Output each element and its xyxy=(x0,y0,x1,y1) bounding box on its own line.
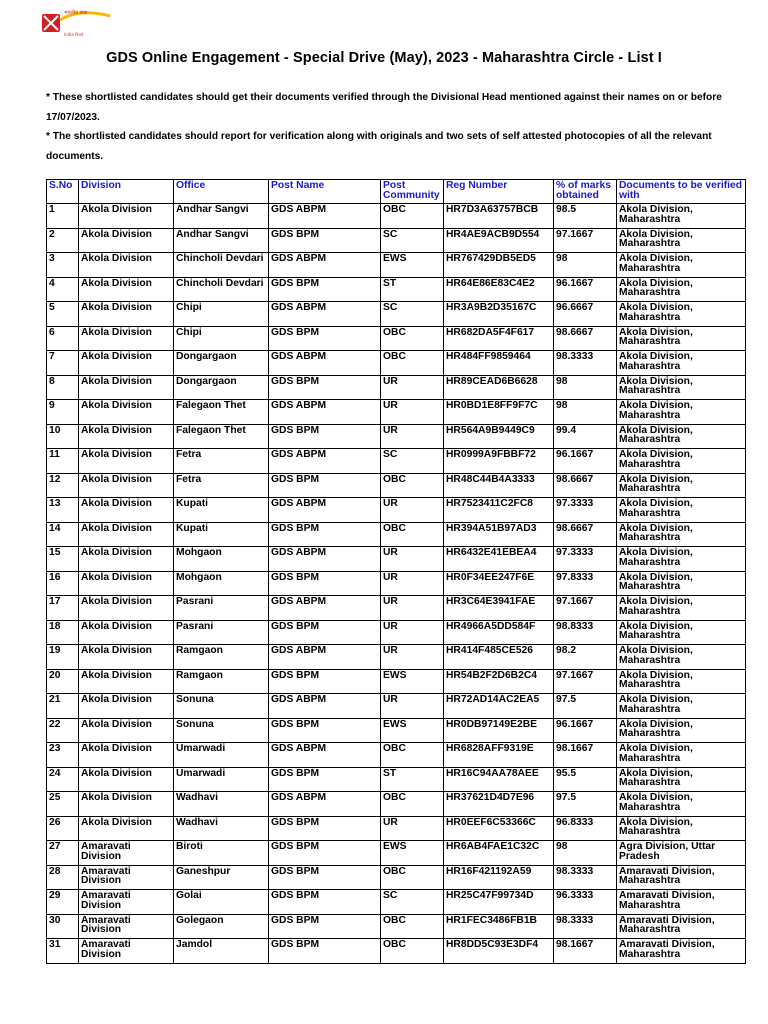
cell-post-community: EWS xyxy=(381,253,444,278)
cell-reg-number: HR54B2F2D6B2C4 xyxy=(444,669,554,694)
cell-reg-number: HR1FEC3486FB1B xyxy=(444,914,554,939)
cell-post-name: GDS BPM xyxy=(269,522,381,547)
cell-documents: Akola Division, Maharashtra xyxy=(617,522,746,547)
cell-division: Akola Division xyxy=(79,375,174,400)
cell-documents: Amaravati Division, Maharashtra xyxy=(617,865,746,890)
cell-sno: 12 xyxy=(47,473,79,498)
cell-division: Akola Division xyxy=(79,571,174,596)
cell-reg-number: HR484FF9859464 xyxy=(444,351,554,376)
cell-sno: 10 xyxy=(47,424,79,449)
cell-office: Golai xyxy=(174,890,269,915)
cell-documents: Akola Division, Maharashtra xyxy=(617,375,746,400)
table-row xyxy=(47,792,746,817)
cell-post-community: OBC xyxy=(381,792,444,817)
table-row xyxy=(47,694,746,719)
cell-marks: 97.8333 xyxy=(554,571,617,596)
cell-documents: Akola Division, Maharashtra xyxy=(617,718,746,743)
cell-post-community: UR xyxy=(381,375,444,400)
cell-marks: 96.3333 xyxy=(554,890,617,915)
cell-office: Dongargaon xyxy=(174,351,269,376)
cell-post-name: GDS BPM xyxy=(269,718,381,743)
cell-sno: 23 xyxy=(47,743,79,768)
cell-post-community: UR xyxy=(381,645,444,670)
cell-reg-number: HR6432E41EBEA4 xyxy=(444,547,554,572)
cell-documents: Akola Division, Maharashtra xyxy=(617,596,746,621)
cell-post-name: GDS ABPM xyxy=(269,351,381,376)
cell-post-community: ST xyxy=(381,767,444,792)
cell-post-name: GDS ABPM xyxy=(269,694,381,719)
header-reg-number: Reg Number xyxy=(444,180,554,204)
header-documents: Documents to be verified with xyxy=(617,180,746,204)
cell-sno: 4 xyxy=(47,277,79,302)
cell-sno: 13 xyxy=(47,498,79,523)
cell-office: Chincholi Devdari xyxy=(174,253,269,278)
cell-post-community: OBC xyxy=(381,351,444,376)
cell-post-name: GDS BPM xyxy=(269,375,381,400)
cell-marks: 97.1667 xyxy=(554,669,617,694)
cell-division: Akola Division xyxy=(79,694,174,719)
cell-division: Akola Division xyxy=(79,424,174,449)
cell-sno: 30 xyxy=(47,914,79,939)
cell-marks: 98.1667 xyxy=(554,939,617,964)
cell-marks: 98.6667 xyxy=(554,473,617,498)
cell-reg-number: HR6828AFF9319E xyxy=(444,743,554,768)
table-row xyxy=(47,939,746,964)
cell-post-community: OBC xyxy=(381,473,444,498)
cell-division: Amaravati Division xyxy=(79,890,174,915)
cell-post-community: UR xyxy=(381,694,444,719)
cell-reg-number: HR72AD14AC2EA5 xyxy=(444,694,554,719)
cell-division: Akola Division xyxy=(79,547,174,572)
cell-office: Fetra xyxy=(174,449,269,474)
cell-office: Falegaon Thet xyxy=(174,424,269,449)
cell-sno: 27 xyxy=(47,841,79,866)
header-post-community: Post Community xyxy=(381,180,444,204)
cell-sno: 25 xyxy=(47,792,79,817)
cell-post-name: GDS ABPM xyxy=(269,596,381,621)
cell-marks: 98 xyxy=(554,841,617,866)
cell-post-community: SC xyxy=(381,302,444,327)
cell-division: Akola Division xyxy=(79,522,174,547)
cell-documents: Akola Division, Maharashtra xyxy=(617,669,746,694)
cell-division: Akola Division xyxy=(79,792,174,817)
cell-post-community: UR xyxy=(381,596,444,621)
cell-marks: 98.3333 xyxy=(554,865,617,890)
cell-post-name: GDS ABPM xyxy=(269,547,381,572)
cell-marks: 97.5 xyxy=(554,694,617,719)
table-row xyxy=(47,669,746,694)
cell-office: Dongargaon xyxy=(174,375,269,400)
cell-reg-number: HR16F421192A59 xyxy=(444,865,554,890)
cell-sno: 31 xyxy=(47,939,79,964)
cell-division: Akola Division xyxy=(79,669,174,694)
cell-post-community: UR xyxy=(381,620,444,645)
cell-office: Chincholi Devdari xyxy=(174,277,269,302)
table-row xyxy=(47,645,746,670)
cell-sno: 7 xyxy=(47,351,79,376)
cell-marks: 98 xyxy=(554,253,617,278)
cell-post-community: SC xyxy=(381,890,444,915)
cell-reg-number: HR0BD1E8FF9F7C xyxy=(444,400,554,425)
table-row xyxy=(47,841,746,866)
cell-marks: 96.1667 xyxy=(554,449,617,474)
cell-office: Umarwadi xyxy=(174,767,269,792)
cell-post-name: GDS ABPM xyxy=(269,400,381,425)
cell-office: Biroti xyxy=(174,841,269,866)
cell-division: Akola Division xyxy=(79,326,174,351)
cell-post-community: OBC xyxy=(381,204,444,229)
cell-post-community: EWS xyxy=(381,669,444,694)
cell-division: Akola Division xyxy=(79,302,174,327)
cell-division: Akola Division xyxy=(79,351,174,376)
cell-division: Akola Division xyxy=(79,473,174,498)
cell-division: Amaravati Division xyxy=(79,939,174,964)
cell-reg-number: HR3C64E3941FAE xyxy=(444,596,554,621)
cell-post-name: GDS ABPM xyxy=(269,498,381,523)
cell-marks: 97.3333 xyxy=(554,547,617,572)
cell-sno: 15 xyxy=(47,547,79,572)
cell-post-name: GDS BPM xyxy=(269,914,381,939)
cell-documents: Akola Division, Maharashtra xyxy=(617,473,746,498)
cell-post-community: EWS xyxy=(381,841,444,866)
cell-sno: 28 xyxy=(47,865,79,890)
cell-post-community: ST xyxy=(381,277,444,302)
cell-office: Chipi xyxy=(174,302,269,327)
table-row xyxy=(47,277,746,302)
table-row xyxy=(47,620,746,645)
cell-office: Umarwadi xyxy=(174,743,269,768)
cell-documents: Akola Division, Maharashtra xyxy=(617,620,746,645)
cell-post-name: GDS ABPM xyxy=(269,253,381,278)
cell-marks: 96.8333 xyxy=(554,816,617,841)
cell-post-community: UR xyxy=(381,571,444,596)
table-row xyxy=(47,473,746,498)
cell-division: Akola Division xyxy=(79,449,174,474)
cell-post-name: GDS BPM xyxy=(269,939,381,964)
cell-reg-number: HR48C44B4A3333 xyxy=(444,473,554,498)
cell-post-name: GDS BPM xyxy=(269,473,381,498)
cell-marks: 96.6667 xyxy=(554,302,617,327)
cell-marks: 98.2 xyxy=(554,645,617,670)
cell-reg-number: HR0999A9FBBF72 xyxy=(444,449,554,474)
table-row xyxy=(47,326,746,351)
cell-division: Akola Division xyxy=(79,253,174,278)
cell-reg-number: HR8DD5C93E3DF4 xyxy=(444,939,554,964)
cell-office: Fetra xyxy=(174,473,269,498)
cell-post-name: GDS BPM xyxy=(269,767,381,792)
table-row xyxy=(47,228,746,253)
note-verification-deadline: * These shortlisted candidates should get their documents verified through the Divisional Head mentioned against their names on or before 17/07/2023. xyxy=(46,92,722,123)
table-row xyxy=(47,767,746,792)
cell-division: Akola Division xyxy=(79,620,174,645)
cell-division: Amaravati Division xyxy=(79,914,174,939)
cell-marks: 97.3333 xyxy=(554,498,617,523)
header-post-name: Post Name xyxy=(269,180,381,204)
cell-marks: 98.6667 xyxy=(554,326,617,351)
cell-marks: 98 xyxy=(554,400,617,425)
cell-post-name: GDS BPM xyxy=(269,669,381,694)
table-row xyxy=(47,743,746,768)
table-row xyxy=(47,816,746,841)
cell-documents: Amaravati Division, Maharashtra xyxy=(617,890,746,915)
cell-sno: 17 xyxy=(47,596,79,621)
cell-division: Akola Division xyxy=(79,228,174,253)
cell-office: Andhar Sangvi xyxy=(174,204,269,229)
cell-documents: Akola Division, Maharashtra xyxy=(617,204,746,229)
page-title: GDS Online Engagement - Special Drive (May), 2023 - Maharashtra Circle - List I xyxy=(106,50,662,66)
cell-documents: Akola Division, Maharashtra xyxy=(617,253,746,278)
logo-subtext: India Post xyxy=(64,32,84,37)
table-row xyxy=(47,865,746,890)
table-row xyxy=(47,547,746,572)
table-row xyxy=(47,522,746,547)
table-row xyxy=(47,571,746,596)
cell-post-name: GDS ABPM xyxy=(269,449,381,474)
cell-post-community: SC xyxy=(381,228,444,253)
cell-division: Akola Division xyxy=(79,816,174,841)
cell-marks: 98.5 xyxy=(554,204,617,229)
cell-office: Falegaon Thet xyxy=(174,400,269,425)
cell-post-name: GDS BPM xyxy=(269,277,381,302)
cell-reg-number: HR0DB97149E2BE xyxy=(444,718,554,743)
cell-post-community: OBC xyxy=(381,743,444,768)
cell-post-name: GDS BPM xyxy=(269,865,381,890)
table-row xyxy=(47,596,746,621)
cell-division: Amaravati Division xyxy=(79,865,174,890)
header-marks: % of marks obtained xyxy=(554,180,617,204)
cell-post-community: UR xyxy=(381,547,444,572)
cell-sno: 6 xyxy=(47,326,79,351)
cell-documents: Agra Division, Uttar Pradesh xyxy=(617,841,746,866)
cell-sno: 5 xyxy=(47,302,79,327)
cell-post-name: GDS BPM xyxy=(269,890,381,915)
cell-post-name: GDS BPM xyxy=(269,816,381,841)
cell-office: Ramgaon xyxy=(174,669,269,694)
cell-post-name: GDS BPM xyxy=(269,620,381,645)
cell-office: Mohgaon xyxy=(174,547,269,572)
cell-sno: 21 xyxy=(47,694,79,719)
cell-documents: Akola Division, Maharashtra xyxy=(617,645,746,670)
cell-post-community: OBC xyxy=(381,326,444,351)
cell-documents: Akola Division, Maharashtra xyxy=(617,277,746,302)
cell-sno: 2 xyxy=(47,228,79,253)
cell-division: Akola Division xyxy=(79,718,174,743)
cell-reg-number: HR16C94AA78AEE xyxy=(444,767,554,792)
cell-documents: Akola Division, Maharashtra xyxy=(617,547,746,572)
cell-office: Ramgaon xyxy=(174,645,269,670)
cell-post-name: GDS ABPM xyxy=(269,204,381,229)
cell-documents: Akola Division, Maharashtra xyxy=(617,694,746,719)
cell-marks: 96.1667 xyxy=(554,277,617,302)
cell-post-name: GDS BPM xyxy=(269,424,381,449)
cell-documents: Amaravati Division, Maharashtra xyxy=(617,939,746,964)
cell-sno: 24 xyxy=(47,767,79,792)
cell-office: Wadhavi xyxy=(174,816,269,841)
cell-marks: 98.1667 xyxy=(554,743,617,768)
cell-post-community: EWS xyxy=(381,718,444,743)
cell-post-name: GDS BPM xyxy=(269,228,381,253)
cell-marks: 97.5 xyxy=(554,792,617,817)
cell-post-community: UR xyxy=(381,816,444,841)
cell-sno: 16 xyxy=(47,571,79,596)
cell-reg-number: HR394A51B97AD3 xyxy=(444,522,554,547)
cell-office: Kupati xyxy=(174,498,269,523)
cell-sno: 14 xyxy=(47,522,79,547)
cell-marks: 95.5 xyxy=(554,767,617,792)
cell-post-name: GDS ABPM xyxy=(269,645,381,670)
cell-documents: Akola Division, Maharashtra xyxy=(617,351,746,376)
cell-office: Kupati xyxy=(174,522,269,547)
cell-documents: Akola Division, Maharashtra xyxy=(617,767,746,792)
cell-marks: 98.3333 xyxy=(554,914,617,939)
cell-division: Akola Division xyxy=(79,645,174,670)
cell-reg-number: HR37621D4D7E96 xyxy=(444,792,554,817)
cell-marks: 96.1667 xyxy=(554,718,617,743)
cell-post-community: UR xyxy=(381,498,444,523)
cell-documents: Akola Division, Maharashtra xyxy=(617,400,746,425)
cell-division: Akola Division xyxy=(79,277,174,302)
cell-marks: 98 xyxy=(554,375,617,400)
table-row xyxy=(47,424,746,449)
table-row xyxy=(47,890,746,915)
cell-office: Wadhavi xyxy=(174,792,269,817)
note-documents-required: * The shortlisted candidates should report for verification along with originals and two sets of self attested photocopies of all the relevant documents. xyxy=(46,131,712,162)
cell-sno: 11 xyxy=(47,449,79,474)
cell-documents: Akola Division, Maharashtra xyxy=(617,326,746,351)
cell-office: Jamdol xyxy=(174,939,269,964)
cell-sno: 3 xyxy=(47,253,79,278)
cell-post-name: GDS BPM xyxy=(269,841,381,866)
cell-sno: 9 xyxy=(47,400,79,425)
cell-division: Akola Division xyxy=(79,767,174,792)
cell-post-community: OBC xyxy=(381,522,444,547)
cell-documents: Amaravati Division, Maharashtra xyxy=(617,914,746,939)
cell-division: Akola Division xyxy=(79,204,174,229)
cell-documents: Akola Division, Maharashtra xyxy=(617,816,746,841)
cell-reg-number: HR767429DB5ED5 xyxy=(444,253,554,278)
cell-documents: Akola Division, Maharashtra xyxy=(617,498,746,523)
cell-reg-number: HR0EEF6C53366C xyxy=(444,816,554,841)
cell-office: Mohgaon xyxy=(174,571,269,596)
cell-sno: 22 xyxy=(47,718,79,743)
logo-text: भारतीय डाक xyxy=(64,10,88,16)
cell-office: Andhar Sangvi xyxy=(174,228,269,253)
cell-division: Akola Division xyxy=(79,596,174,621)
cell-division: Akola Division xyxy=(79,743,174,768)
cell-office: Ganeshpur xyxy=(174,865,269,890)
cell-reg-number: HR6AB4FAE1C32C xyxy=(444,841,554,866)
cell-office: Chipi xyxy=(174,326,269,351)
cell-marks: 97.1667 xyxy=(554,596,617,621)
cell-sno: 19 xyxy=(47,645,79,670)
table-row xyxy=(47,375,746,400)
cell-marks: 98.8333 xyxy=(554,620,617,645)
cell-reg-number: HR414F485CE526 xyxy=(444,645,554,670)
table-row xyxy=(47,498,746,523)
cell-office: Sonuna xyxy=(174,718,269,743)
table-row xyxy=(47,253,746,278)
cell-office: Golegaon xyxy=(174,914,269,939)
cell-sno: 8 xyxy=(47,375,79,400)
cell-reg-number: HR64E86E83C4E2 xyxy=(444,277,554,302)
cell-reg-number: HR7523411C2FC8 xyxy=(444,498,554,523)
cell-marks: 98.3333 xyxy=(554,351,617,376)
cell-post-name: GDS ABPM xyxy=(269,792,381,817)
header-sno: S.No xyxy=(47,180,79,204)
cell-sno: 29 xyxy=(47,890,79,915)
table-row xyxy=(47,204,746,229)
table-row xyxy=(47,914,746,939)
cell-reg-number: HR682DA5F4F617 xyxy=(444,326,554,351)
table-row xyxy=(47,400,746,425)
table-row xyxy=(47,302,746,327)
cell-division: Akola Division xyxy=(79,400,174,425)
cell-documents: Akola Division, Maharashtra xyxy=(617,792,746,817)
cell-marks: 99.4 xyxy=(554,424,617,449)
cell-sno: 18 xyxy=(47,620,79,645)
header-division: Division xyxy=(79,180,174,204)
cell-reg-number: HR4AE9ACB9D554 xyxy=(444,228,554,253)
cell-post-community: UR xyxy=(381,400,444,425)
cell-documents: Akola Division, Maharashtra xyxy=(617,743,746,768)
cell-post-name: GDS BPM xyxy=(269,571,381,596)
cell-sno: 20 xyxy=(47,669,79,694)
cell-reg-number: HR4966A5DD584F xyxy=(444,620,554,645)
table-row xyxy=(47,718,746,743)
cell-post-community: OBC xyxy=(381,865,444,890)
cell-documents: Akola Division, Maharashtra xyxy=(617,228,746,253)
cell-post-community: SC xyxy=(381,449,444,474)
cell-office: Sonuna xyxy=(174,694,269,719)
cell-division: Akola Division xyxy=(79,498,174,523)
table-row xyxy=(47,449,746,474)
cell-office: Pasrani xyxy=(174,596,269,621)
cell-reg-number: HR0F34EE247F6E xyxy=(444,571,554,596)
cell-documents: Akola Division, Maharashtra xyxy=(617,449,746,474)
cell-post-name: GDS ABPM xyxy=(269,743,381,768)
cell-sno: 1 xyxy=(47,204,79,229)
cell-reg-number: HR25C47F99734D xyxy=(444,890,554,915)
cell-division: Amaravati Division xyxy=(79,841,174,866)
table-header-row xyxy=(47,180,746,204)
cell-marks: 98.6667 xyxy=(554,522,617,547)
cell-documents: Akola Division, Maharashtra xyxy=(617,571,746,596)
cell-reg-number: HR7D3A63757BCB xyxy=(444,204,554,229)
cell-post-name: GDS BPM xyxy=(269,326,381,351)
cell-documents: Akola Division, Maharashtra xyxy=(617,302,746,327)
cell-reg-number: HR89CEAD6B6628 xyxy=(444,375,554,400)
cell-post-community: OBC xyxy=(381,939,444,964)
cell-post-name: GDS ABPM xyxy=(269,302,381,327)
cell-post-community: UR xyxy=(381,424,444,449)
india-post-logo xyxy=(40,6,112,38)
india-post-logo-icon xyxy=(40,6,112,38)
cell-reg-number: HR3A9B2D35167C xyxy=(444,302,554,327)
cell-post-community: OBC xyxy=(381,914,444,939)
table-row xyxy=(47,351,746,376)
cell-documents: Akola Division, Maharashtra xyxy=(617,424,746,449)
cell-sno: 26 xyxy=(47,816,79,841)
cell-office: Pasrani xyxy=(174,620,269,645)
header-office: Office xyxy=(174,180,269,204)
shortlist-table xyxy=(46,179,746,964)
cell-reg-number: HR564A9B9449C9 xyxy=(444,424,554,449)
cell-marks: 97.1667 xyxy=(554,228,617,253)
